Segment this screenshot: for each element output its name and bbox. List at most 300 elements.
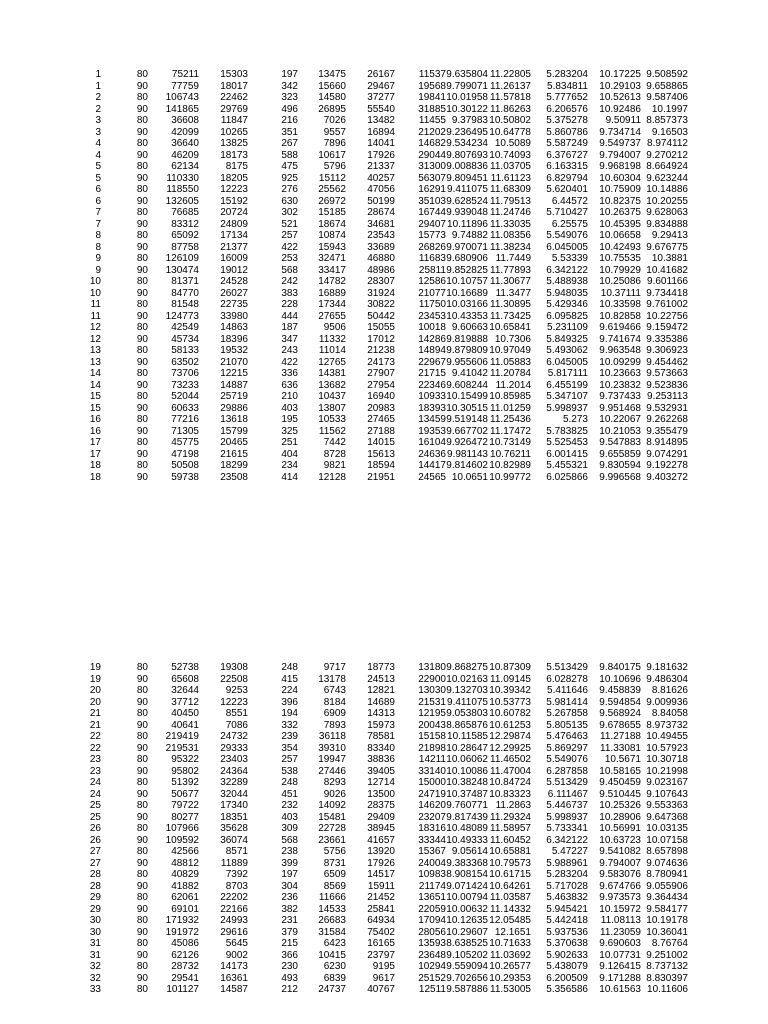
table-cell: 18 [89,471,101,483]
table-cell: 13 [89,345,101,356]
table-cell: 14894 [418,345,446,356]
table-cell: 9.008836 [446,161,488,172]
table-row [0,662,768,674]
table-cell: 238 [281,846,298,857]
table-cell: 90 [136,264,148,276]
table-cell: 24809 [220,218,248,230]
table-cell: 36118 [318,731,346,742]
table-cell: 396 [281,696,298,708]
table-cell: 9.655859 [599,448,641,460]
table-cell: 11537 [418,69,446,80]
table-cell: 12195 [418,708,446,719]
table-cell: 9.50911 [605,115,641,126]
table-cell: 24737 [318,984,346,995]
table-cell: 422 [281,241,298,253]
table-cell: 10.37487 [446,788,488,800]
table-cell: 9.251002 [646,949,688,961]
table-cell: 17 [89,448,101,460]
table-cell: 538 [281,765,298,777]
table-cell: 10.30515 [446,402,488,414]
table-cell: 9.262268 [646,414,688,425]
table-cell: 10.73149 [489,437,531,448]
table-cell: 257 [281,754,298,765]
table-cell: 10437 [318,391,346,402]
table-cell: 31584 [318,926,346,938]
table-cell: 90 [136,765,148,777]
table-cell: 10265 [220,126,248,138]
table-cell: 29541 [171,972,199,984]
table-row [0,708,768,720]
table-cell: 10.64261 [489,880,531,892]
table-cell: 26895 [318,103,346,115]
table-cell: 6.25575 [551,218,588,230]
table-cell: 29886 [220,402,248,414]
table-cell: 9.734418 [646,287,688,299]
table-cell: 9.702656 [446,972,488,984]
table-cell: 22 [89,742,101,754]
table-cell: 8.76764 [651,938,688,949]
table-cell: 9.955606 [446,356,488,368]
table-cell: 11.57818 [490,92,531,103]
table-cell: 5.283204 [546,869,588,880]
table-row [0,414,768,426]
table-cell: 80 [136,777,148,788]
table-cell: 14620 [418,800,446,811]
table-row [0,403,768,415]
table-cell: 9.737433 [599,391,641,402]
table-cell: 22202 [220,892,248,903]
table-cell: 10.26375 [599,207,641,218]
table-cell: 14092 [318,800,346,811]
table-cell: 9.601166 [647,276,688,287]
table-cell: 5.375278 [546,115,588,126]
table-cell: 197 [281,69,298,80]
table-cell: 10.06658 [599,230,641,241]
table-cell: 9.023167 [646,777,688,788]
table-cell: 90 [136,742,148,754]
table-cell: 24636 [418,448,446,460]
table-cell: 11.38234 [490,241,531,253]
table-cell: 33689 [367,241,395,253]
table-cell: 13482 [367,115,395,126]
table-row [0,846,768,858]
table-cell: 9.74882 [451,230,488,241]
table-cell: 230 [281,961,298,972]
table-cell: 231 [281,915,298,926]
table-cell: 26027 [220,287,248,299]
table-cell: 80 [136,708,148,719]
table-cell: 15367 [418,846,446,857]
table-cell: 15660 [318,80,346,92]
table-cell: 9617 [372,972,395,984]
table-cell: 636 [281,379,298,391]
table-cell: 11.30895 [490,299,531,310]
table-cell: 6.206576 [546,103,588,115]
table-cell: 80 [136,823,148,834]
table-cell: 21377 [220,241,248,253]
table-cell: 10.61253 [489,719,531,731]
table-cell: 11.20784 [490,368,531,379]
table-cell: 5.902633 [546,949,588,961]
table-cell: 444 [281,310,298,322]
table-cell: 10.57923 [646,742,688,754]
table-cell: 9.053803 [446,708,488,719]
table-cell: 6.342122 [546,834,588,846]
table-cell: 19568 [418,80,446,92]
table-cell: 15613 [367,448,395,460]
table-cell: 11889 [220,857,248,869]
table-cell: 24528 [220,276,248,287]
table-cell: 29 [89,892,101,903]
table-cell: 9.587886 [446,984,488,995]
table-cell: 26 [89,823,101,834]
table-cell: 15943 [318,241,346,253]
table-cell: 10.10757 [446,276,488,287]
table-cell: 10.3881 [651,253,688,264]
table-cell: 80277 [171,811,199,823]
table-cell: 29769 [220,103,248,115]
table-row [0,345,768,357]
table-cell: 5756 [323,846,346,857]
table-cell: 5.267858 [546,708,588,719]
table-cell: 6.376727 [546,149,588,161]
table-cell: 31885 [418,103,446,115]
table-cell: 75402 [367,926,395,938]
table-cell: 45086 [171,938,199,949]
table-cell: 25719 [220,391,248,402]
table-cell: 90 [136,379,148,391]
table-cell: 10.0651 [451,471,488,483]
table-cell: 267 [281,138,298,149]
table-cell: 9.963548 [599,345,641,356]
table-cell: 5.717028 [546,880,588,892]
table-row [0,311,768,323]
table-cell: 80 [136,846,148,857]
table-cell: 19 [89,662,101,673]
table-cell: 5.411646 [547,685,588,696]
table-cell: 25152 [418,972,446,984]
table-cell: 16 [89,414,101,425]
table-cell: 9.519148 [446,414,488,425]
table-cell: 219419 [165,731,199,742]
table-cell: 11014 [318,345,346,356]
table-cell: 5.525453 [546,437,588,448]
table-cell: 13180 [418,662,446,673]
table-cell: 9.814602 [446,460,488,471]
table-cell: 9.690603 [599,938,641,949]
table-cell: 10.02163 [446,673,488,685]
table-cell: 25811 [418,264,446,276]
table-cell: 12.29925 [489,742,531,754]
table-cell: 23207 [418,811,446,823]
table-cell: 14533 [318,903,346,915]
table-cell: 42099 [171,126,199,138]
table-cell: 10.99772 [489,471,531,483]
table-cell: 342 [281,80,298,92]
table-cell: 90 [136,673,148,685]
table-cell: 10.11585 [447,731,488,742]
table-cell: 9.970071 [446,241,488,253]
table-cell: 28 [89,880,101,892]
table-cell: 8.908154 [446,869,488,880]
table-cell: 118550 [166,184,199,195]
table-cell: 10.87309 [489,662,531,673]
table-cell: 9.741674 [599,333,641,345]
table-cell: 5.438079 [546,961,588,972]
table-cell: 41657 [367,834,395,846]
table-cell: 90 [136,425,148,437]
table-cell: 10.21998 [646,765,688,777]
table-cell: 5.988961 [546,857,588,869]
table-cell: 276 [281,184,298,195]
table-row [0,69,768,81]
table-cell: 16104 [418,437,446,448]
table-cell: 13030 [418,685,446,696]
table-cell: 403 [281,402,298,414]
table-cell: 415 [281,673,298,685]
table-cell: 11.03587 [490,892,531,903]
table-cell: 197 [281,869,298,880]
table-cell: 80 [136,915,148,926]
table-cell: 23 [89,754,101,765]
table-cell: 10.63723 [599,834,641,846]
table-cell: 10018 [418,322,446,333]
table-cell: 77759 [171,80,199,92]
table-cell: 22 [89,731,101,742]
table-cell: 90 [136,287,148,299]
table-cell: 33980 [220,310,248,322]
table-row [0,207,768,219]
table-cell: 10.65841 [489,322,531,333]
table-cell: 11.23059 [600,926,641,938]
table-cell: 496 [281,103,298,115]
table-cell: 9.547883 [599,437,641,448]
table-cell: 6423 [323,938,346,949]
table-cell: 11.01259 [490,402,531,414]
table-cell: 9.619466 [599,322,641,333]
table-cell: 10.65881 [489,846,531,857]
table-cell: 13682 [318,379,346,391]
table-cell: 10.19178 [646,915,688,926]
table-cell: 5.513429 [546,777,588,788]
table-cell: 10.25326 [599,800,641,811]
table-cell: 17012 [367,333,395,345]
table-cell: 65092 [171,230,199,241]
table-cell: 304 [281,880,298,892]
table-cell: 10.58165 [599,765,641,777]
table-cell: 11 [90,299,101,310]
table-cell: 309 [281,823,298,834]
table-cell: 9.794007 [599,857,641,869]
table-cell: 80 [136,685,148,696]
table-cell: 17094 [418,915,446,926]
table-cell: 90 [136,80,148,92]
table-cell: 10.37111 [600,287,641,299]
table-cell: 21337 [367,161,395,172]
table-cell: 187 [281,322,298,333]
table-cell: 29409 [367,811,395,823]
table-cell: 4 [95,149,101,161]
table-cell: 9.055906 [646,880,688,892]
table-row [0,904,768,916]
table-cell: 35103 [418,195,446,207]
table-cell: 10.23663 [599,368,641,379]
table-cell: 10.48089 [446,823,488,834]
table-cell: 5.937536 [546,926,588,938]
table-row [0,950,768,962]
table-cell: 5.834811 [547,80,588,92]
table-cell: 47056 [367,184,395,195]
table-cell: 90 [136,218,148,230]
table-cell: 9.680906 [446,253,488,264]
table-cell: 210 [281,391,298,402]
table-cell: 10.5089 [494,138,531,149]
table-cell: 9.794007 [599,149,641,161]
table-cell: 8293 [323,777,346,788]
table-cell: 10.45395 [599,218,641,230]
table-cell: 9.450459 [599,777,641,788]
table-cell: 403 [281,811,298,823]
table-row [0,265,768,277]
table-cell: 24173 [367,356,395,368]
table-cell: 10.56991 [599,823,641,834]
table-cell: 351 [281,126,298,138]
table-cell: 80 [136,345,148,356]
table-cell: 30 [89,926,101,938]
table-cell: 10.16689 [446,287,488,299]
table-cell: 84770 [171,287,199,299]
table-cell: 5.998937 [546,402,588,414]
table-cell: 80 [136,391,148,402]
table-cell: 9.074291 [646,448,688,460]
table-cell: 325 [281,425,298,437]
table-cell: 9.009936 [646,696,688,708]
table-cell: 16 [89,425,101,437]
table-cell: 10.82858 [599,310,641,322]
table-row [0,685,768,697]
table-cell: 10.39342 [489,685,531,696]
table-cell: 24 [89,777,101,788]
table-cell: 90 [136,788,148,800]
table-cell: 399 [281,857,298,869]
table-cell: 10.92486 [599,103,641,115]
table-cell: 16291 [418,184,446,195]
table-cell: 15481 [318,811,346,823]
table-cell: 12765 [318,356,346,368]
table-cell: 90 [136,471,148,483]
table-cell: 3 [95,115,101,126]
table-cell: 332 [281,719,298,731]
table-cell: 7442 [323,437,346,448]
table-cell: 18351 [220,811,248,823]
table-cell: 10.49333 [446,834,488,846]
table-cell: 9253 [225,685,248,696]
table-row [0,720,768,732]
table-cell: 80 [136,892,148,903]
table-cell: 10.23832 [599,379,641,391]
table-cell: 9.809451 [446,172,488,184]
table-cell: 8.638525 [446,938,488,949]
table-cell: 80 [136,368,148,379]
table-cell: 8.830397 [646,972,688,984]
table-cell: 5.869297 [546,742,588,754]
table-cell: 80 [136,414,148,425]
table-cell: 9.270212 [646,149,688,161]
table-cell: 215 [281,938,298,949]
table-cell: 90 [136,126,148,138]
table-cell: 12511 [418,984,446,995]
table-cell: 80 [136,253,148,264]
table-cell: 32471 [318,253,346,264]
table-cell: 10.60782 [489,708,531,719]
table-cell: 6743 [323,685,346,696]
table-cell: 141865 [165,103,199,115]
table-cell: 6.045005 [546,356,588,368]
table-cell: 6 [95,195,101,207]
table-cell: 9.411075 [447,184,488,195]
table-row [0,426,768,438]
table-cell: 9.628063 [646,207,688,218]
table-cell: 90 [136,333,148,345]
table-cell: 11.33081 [600,742,641,754]
table-cell: 27655 [318,310,346,322]
table-cell: 5 [95,161,101,172]
table-cell: 50677 [171,788,199,800]
table-cell: 80 [136,69,148,80]
table-cell: 11.03692 [490,949,531,961]
table-cell: 27 [89,846,101,857]
table-cell: 10.06062 [446,754,488,765]
table-row [0,915,768,927]
table-row [0,173,768,185]
table-cell: 6909 [323,708,346,719]
table-block-2 [0,662,768,996]
table-cell: 18393 [418,402,446,414]
table-cell: 5.442418 [546,915,588,926]
table-cell: 257 [281,230,298,241]
table-cell: 80 [136,731,148,742]
table-cell: 9.523836 [646,379,688,391]
table-cell: 10.12635 [446,915,488,926]
table-cell: 10.42493 [599,241,641,253]
table-cell: 32044 [220,788,248,800]
table-cell: 6230 [323,961,346,972]
table-cell: 9.608244 [446,379,488,391]
table-cell: 14313 [367,708,395,719]
table-cell: 5.587249 [546,138,588,149]
table-cell: 9.126415 [599,961,641,972]
table-cell: 15158 [418,731,446,742]
table-row [0,184,768,196]
table-cell: 56307 [418,172,446,184]
table-cell: 10533 [318,414,346,425]
table-cell: 8731 [323,857,346,869]
table-cell: 90 [136,972,148,984]
table-cell: 10.43353 [446,310,488,322]
table-cell: 18594 [367,460,395,471]
table-cell: 1 [95,69,101,80]
table-cell: 10.74093 [489,149,531,161]
table-cell: 28732 [171,961,199,972]
table-cell: 87758 [171,241,199,253]
table-cell: 9.587406 [646,92,688,103]
table-cell: 19308 [220,662,248,673]
table-cell: 24565 [418,471,446,483]
table-row [0,869,768,881]
table-cell: 8.780941 [646,869,688,880]
table-cell: 5.981414 [546,696,588,708]
table-cell: 90 [136,696,148,708]
